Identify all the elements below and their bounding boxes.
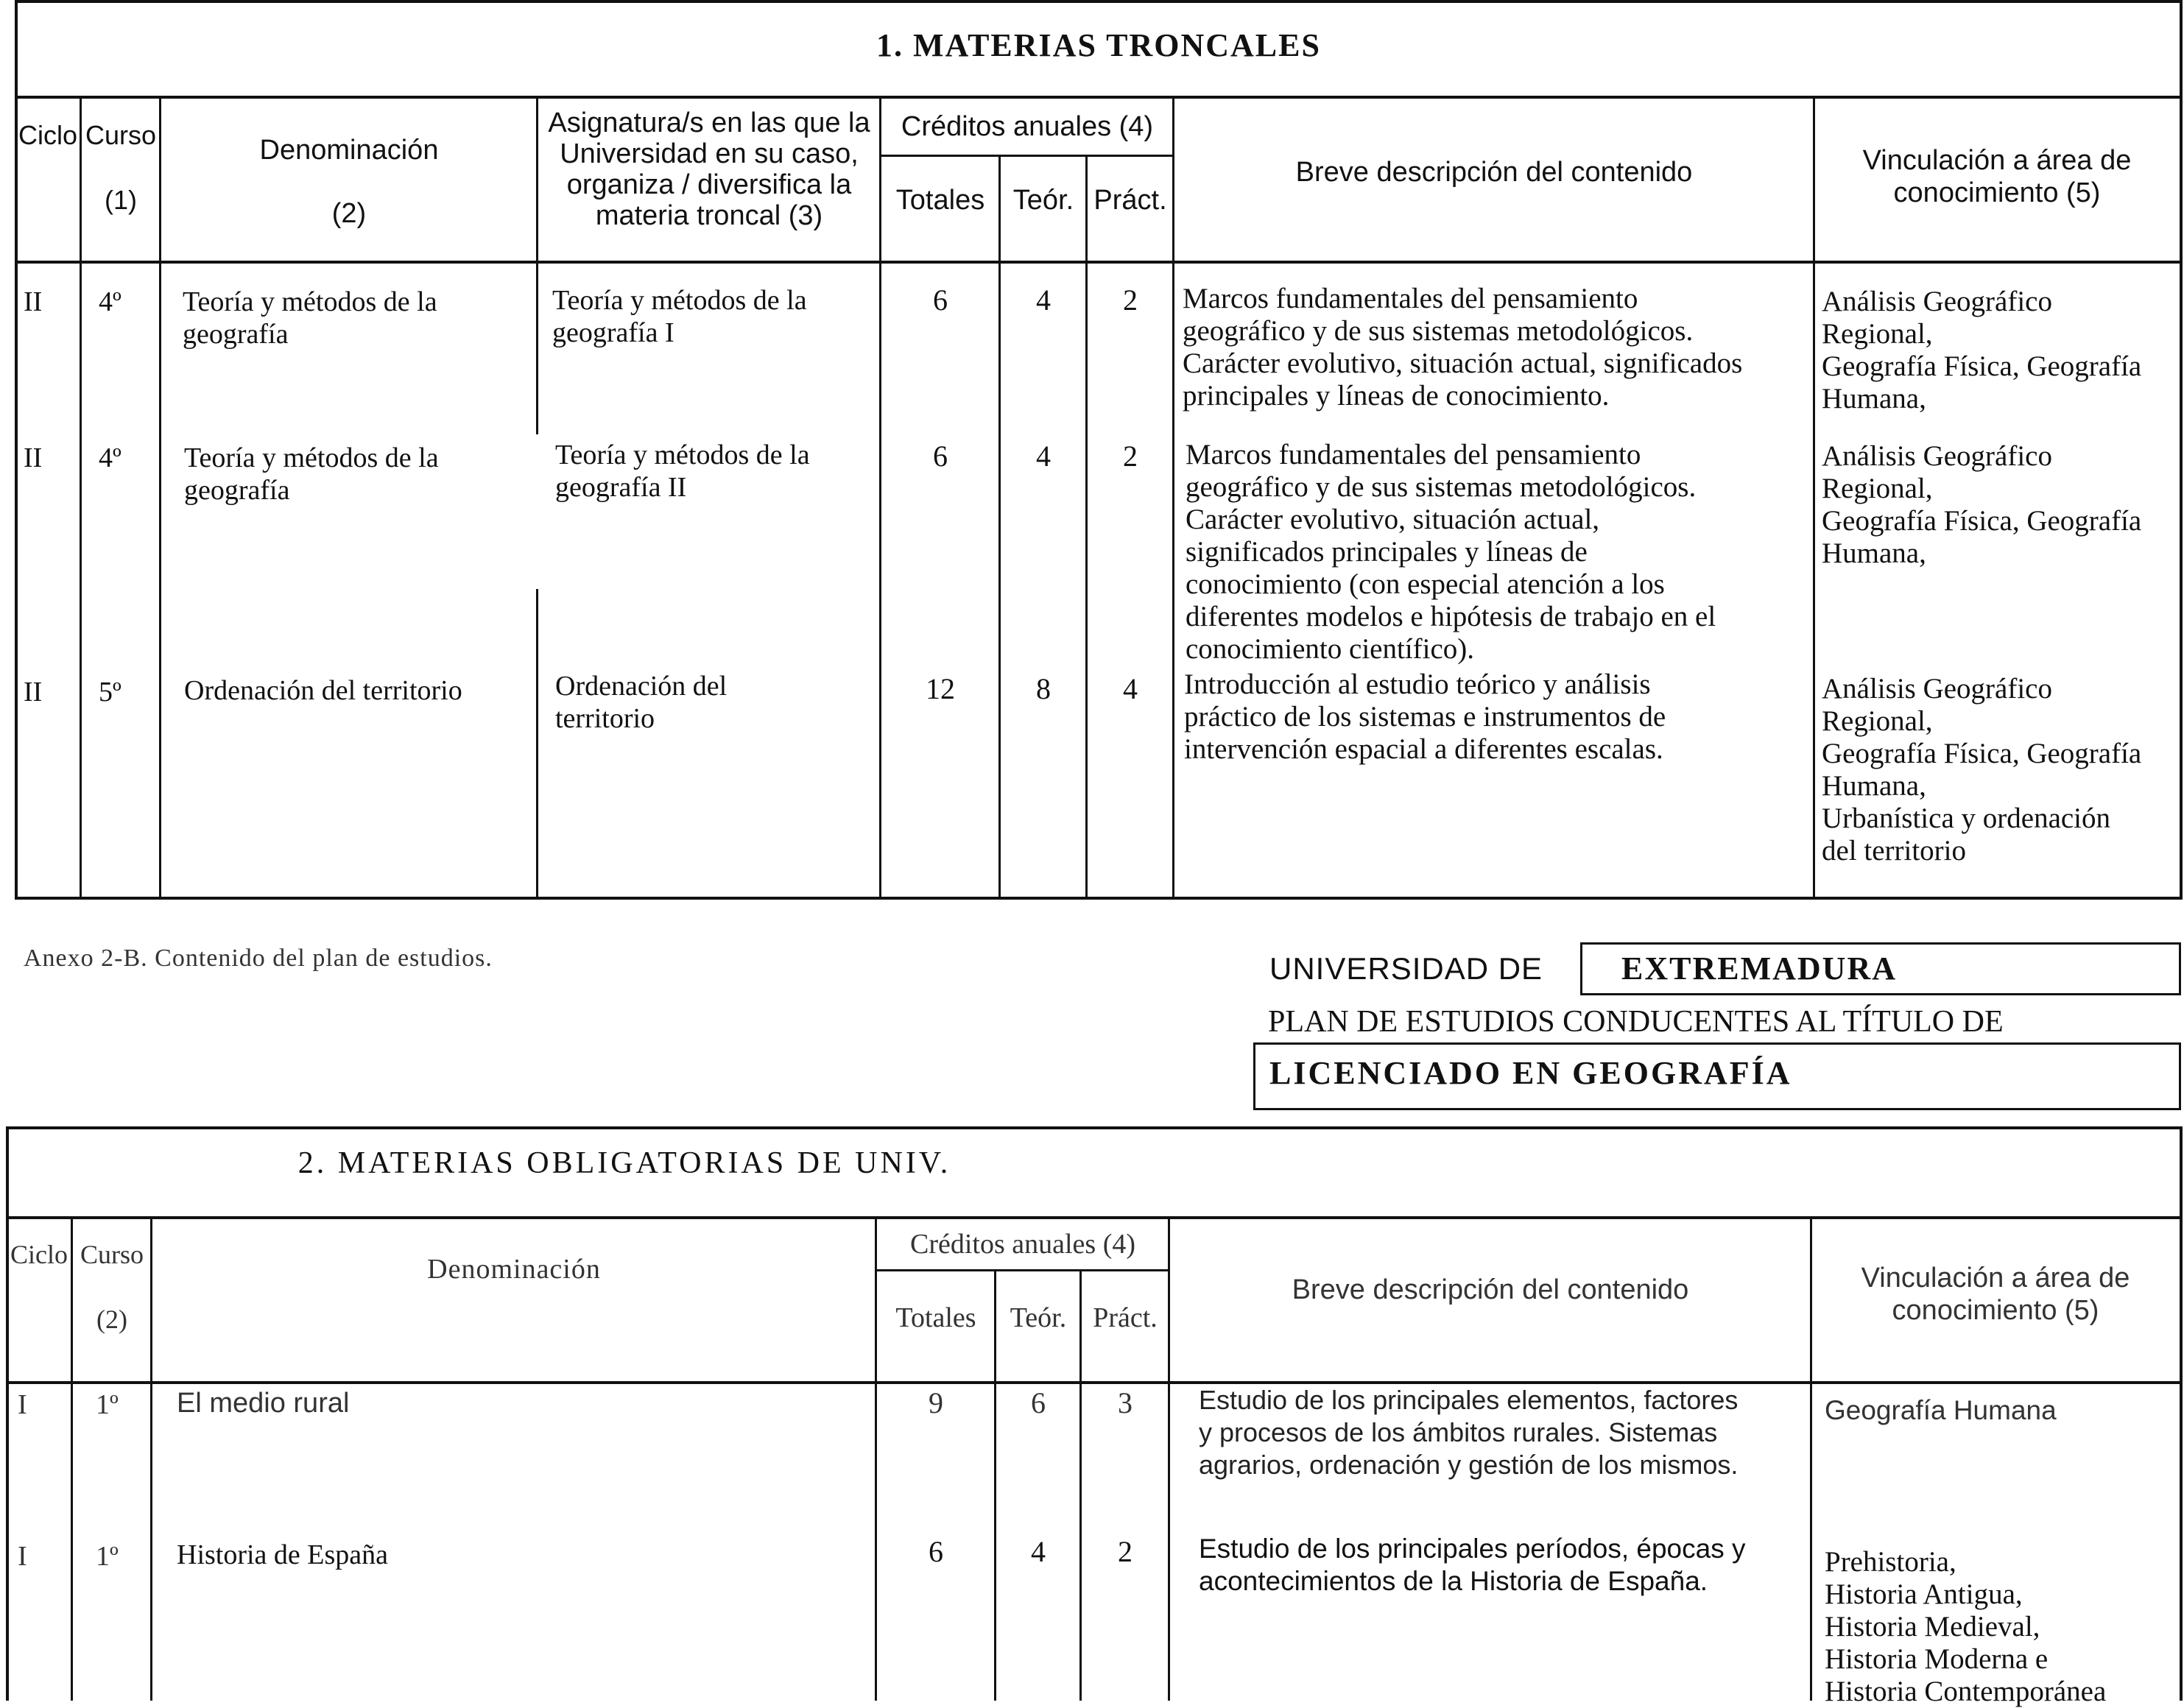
header-pract: Práct. [1093, 1302, 1158, 1333]
cell-totales: 6 [929, 1535, 943, 1568]
cell-curso: 1º [96, 1541, 119, 1572]
header-curso: Curso [80, 1240, 144, 1269]
cell-vinculacion: Prehistoria, Historia Antigua, Historia Medieval, Historia Moderna e Historia Contemporánea [1825, 1546, 2107, 1707]
universidad-value: EXTREMADURA [1621, 950, 1897, 987]
header-teor: Teór. [1012, 185, 1074, 216]
cell-denominacion: Teoría y métodos de la geografía [184, 442, 439, 506]
cell-pract: 2 [1123, 283, 1138, 317]
cell-ciclo: II [24, 442, 43, 473]
header-creditos: Créditos anuales (4) [901, 111, 1154, 142]
header-ciclo: Ciclo [18, 120, 77, 150]
header-curso-note: (2) [96, 1305, 127, 1334]
cell-descripcion: Marcos fundamentales del pensamiento geográfico y de sus sistemas metodológicos. Carácter evolutivo, situación actual, significados principales y líneas de conocimiento. [1183, 283, 1743, 412]
cell-teor: 6 [1031, 1386, 1046, 1419]
header-teor: Teór. [1010, 1302, 1067, 1333]
header-pract: Práct. [1093, 185, 1167, 216]
cell-curso: 4º [99, 442, 121, 473]
header-denominacion-note: (2) [331, 198, 367, 229]
cell-pract: 3 [1118, 1386, 1132, 1419]
cell-totales: 9 [929, 1386, 943, 1419]
annex-caption: Anexo 2-B. Contenido del plan de estudios. [24, 945, 493, 972]
cell-pract: 2 [1123, 440, 1138, 473]
cell-teor: 8 [1036, 672, 1051, 705]
cell-descripcion: Introducción al estudio teórico y análisis práctico de los sistemas e instrumentos de intervención espacial a diferentes escalas. [1184, 668, 1666, 765]
universidad-label: UNIVERSIDAD DE [1269, 951, 1543, 986]
header-vinculacion: Vinculación a área de conocimiento (5) [1861, 1263, 2130, 1326]
cell-vinculacion: Análisis Geográfico Regional, Geografía Física, Geografía Humana, [1822, 286, 2142, 414]
cell-teor: 4 [1036, 283, 1051, 317]
cell-asignatura: Teoría y métodos de la geografía II [555, 440, 810, 503]
cell-denominacion: El medio rural [177, 1388, 350, 1419]
cell-ciclo: I [18, 1389, 27, 1420]
cell-pract: 4 [1123, 672, 1138, 705]
cell-asignatura: Ordenación del territorio [555, 671, 728, 734]
cell-vinculacion: Geografía Humana [1825, 1395, 2057, 1425]
header-vinculacion: Vinculación a área de conocimiento (5) [1862, 145, 2132, 208]
cell-denominacion: Historia de España [177, 1539, 389, 1570]
cell-curso: 5º [99, 677, 121, 707]
cell-asignatura: Teoría y métodos de la geografía I [552, 285, 807, 348]
cell-ciclo: I [18, 1541, 27, 1572]
cell-totales: 6 [933, 440, 948, 473]
cell-descripcion: Estudio de los principales elementos, factores y procesos de los ámbitos rurales. Sistemas agrarios, ordenación y gestión de los mismos. [1199, 1385, 1739, 1480]
cell-descripcion: Marcos fundamentales del pensamiento geográfico y de sus sistemas metodológicos. Carácter evolutivo, situación actual, significados principales y líneas de conocimiento (con especial atención a los diferentes modelos e hipótesis de trabajo en el conocimiento científico). [1186, 439, 1716, 665]
header-creditos: Créditos anuales (4) [909, 1229, 1136, 1260]
header-denominacion: Denominación [427, 1254, 601, 1285]
header-totales: Totales [895, 185, 985, 216]
cell-ciclo: II [24, 677, 43, 707]
header-asignatura: Asignatura/s en las que la Universidad en su caso, organiza / diversifica la materia troncal (3) [548, 107, 870, 231]
cell-teor: 4 [1036, 440, 1051, 473]
cell-totales: 12 [926, 672, 955, 705]
table-title: 2. MATERIAS OBLIGATORIAS DE UNIV. [297, 1146, 951, 1180]
cell-pract: 2 [1118, 1535, 1132, 1568]
titulo-value: LICENCIADO EN GEOGRAFÍA [1269, 1055, 1792, 1091]
cell-denominacion: Ordenación del territorio [184, 675, 462, 706]
header-descripcion: Breve descripción del contenido [1295, 157, 1693, 188]
header-curso: Curso [85, 120, 157, 150]
cell-vinculacion: Análisis Geográfico Regional, Geografía Física, Geografía Humana, Urbanística y ordenación del territorio [1822, 673, 2142, 867]
table-title: 1. MATERIAS TRONCALES [876, 27, 1321, 63]
cell-vinculacion: Análisis Geográfico Regional, Geografía Física, Geografía Humana, [1822, 440, 2142, 569]
cell-descripcion: Estudio de los principales períodos, épocas y acontecimientos de la Historia de España. [1199, 1534, 1746, 1596]
header-denominacion: Denominación [259, 135, 439, 166]
header-curso-note: (1) [105, 185, 137, 215]
cell-curso: 1º [96, 1389, 119, 1420]
cell-ciclo: II [24, 286, 43, 317]
header-descripcion: Breve descripción del contenido [1292, 1274, 1689, 1305]
cell-curso: 4º [99, 286, 121, 317]
header-ciclo: Ciclo [10, 1240, 68, 1269]
cell-teor: 4 [1031, 1535, 1046, 1568]
cell-totales: 6 [933, 283, 948, 317]
plan-label: PLAN DE ESTUDIOS CONDUCENTES AL TÍTULO DE [1268, 1005, 2004, 1039]
cell-denominacion: Teoría y métodos de la geografía [183, 286, 437, 350]
header-totales: Totales [895, 1302, 976, 1333]
